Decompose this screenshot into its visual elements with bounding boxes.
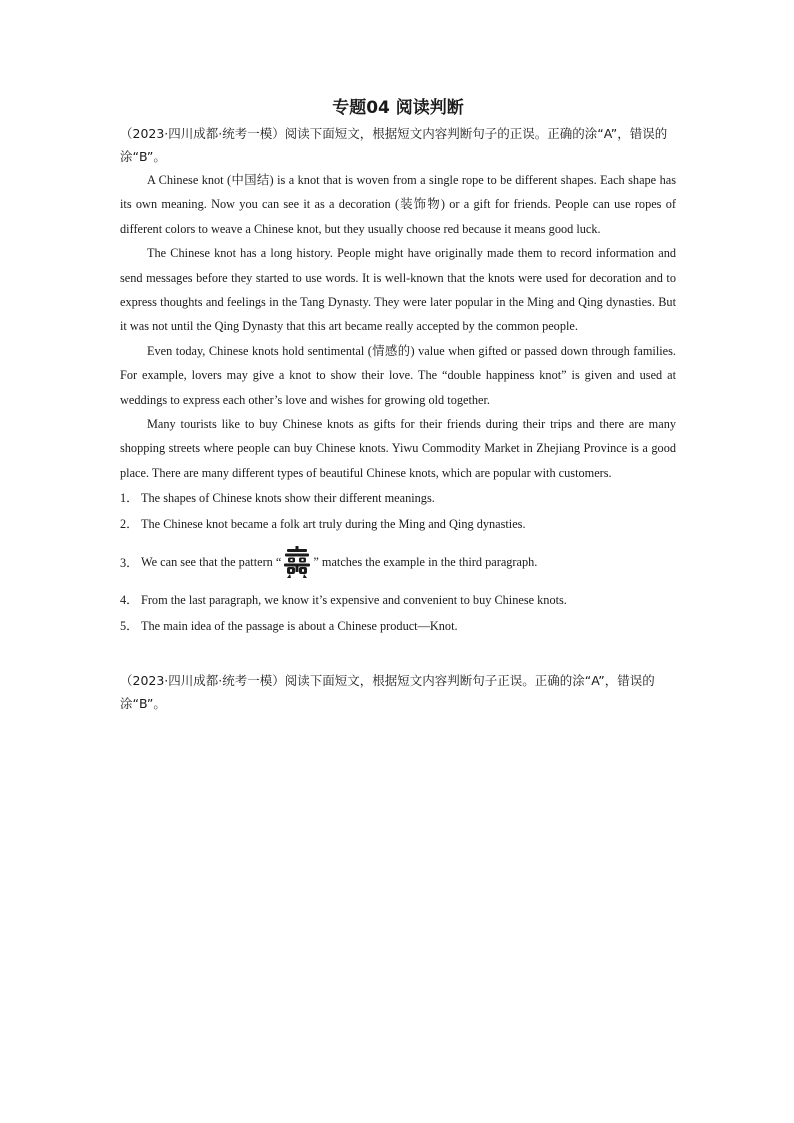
double-happiness-knot-icon — [283, 546, 311, 578]
question-5 — [120, 613, 676, 639]
question-text-before: We can see that the pattern “ — [141, 554, 282, 569]
passage-paragraph-2: The Chinese knot has a long history. People might have originally made them to record information and send messages before they started to use words. It is well-known that the knots were used for decoration and to express thoughts and feelings in the Tang Dynasty. They were later popular in the Ming and Qing dynasties. But it was not until the Qing Dynasty that this art became really accepted by the common people. — [120, 246, 676, 334]
document-page — [120, 96, 676, 715]
question-2 — [120, 511, 676, 537]
passage-paragraph-4: Many tourists like to buy Chinese knots as gifts for their friends during their trips and there are many shopping streets where people can buy Chinese knots. Yiwu Commodity Market in Zhejiang Province is a good place. There are many different types of beautiful Chinese knots, which are popular with customers. — [120, 417, 676, 480]
question-number: 5． — [120, 619, 139, 634]
section1-instructions: （2023·四川成都·统考一模）阅读下面短文，根据短文内容判断句子的正误。正确的涂“A”，错误的涂“B”。 — [120, 126, 668, 164]
question-1 — [120, 485, 676, 511]
reading-passage — [120, 168, 676, 485]
question-3 — [120, 537, 676, 587]
passage-paragraph-1: A Chinese knot (中国结) is a knot that is woven from a single rope to be different shapes. Each shape has its own meaning. Now you can see it as a decoration (装饰物) or a gift for friends. People can use ropes of different colors to weave a Chinese knot, but they usually choose red because it means good luck. — [120, 173, 676, 236]
question-text: The main idea of the passage is about a Chinese product—Knot. — [141, 619, 458, 634]
question-number: 1． — [120, 491, 139, 506]
question-4 — [120, 587, 676, 613]
question-number: 4． — [120, 593, 139, 608]
question-text: From the last paragraph, we know it’s expensive and convenient to buy Chinese knots. — [141, 593, 567, 608]
section-spacer — [120, 639, 676, 669]
question-text-after: ” matches the example in the third paragraph. — [313, 554, 538, 569]
question-number: 2． — [120, 517, 139, 532]
section2-instructions: （2023·四川成都·统考一模）阅读下面短文，根据短文内容判断句子正误。正确的涂“A”，错误的涂“B”。 — [120, 673, 655, 712]
page-title: 专题04 阅读判断 — [332, 98, 464, 118]
question-text: The Chinese knot became a folk art truly during the Ming and Qing dynasties. — [141, 517, 526, 532]
question-text: The shapes of Chinese knots show their different meanings. — [141, 491, 435, 506]
question-number: 3． — [120, 556, 139, 571]
question-list — [120, 485, 676, 639]
passage-paragraph-3: Even today, Chinese knots hold sentimental (情感的) value when gifted or passed down through families. For example, lovers may give a knot to show their love. The “double happiness knot” is given and used at weddings to express each other’s love and wishes for growing old together. — [120, 343, 676, 407]
